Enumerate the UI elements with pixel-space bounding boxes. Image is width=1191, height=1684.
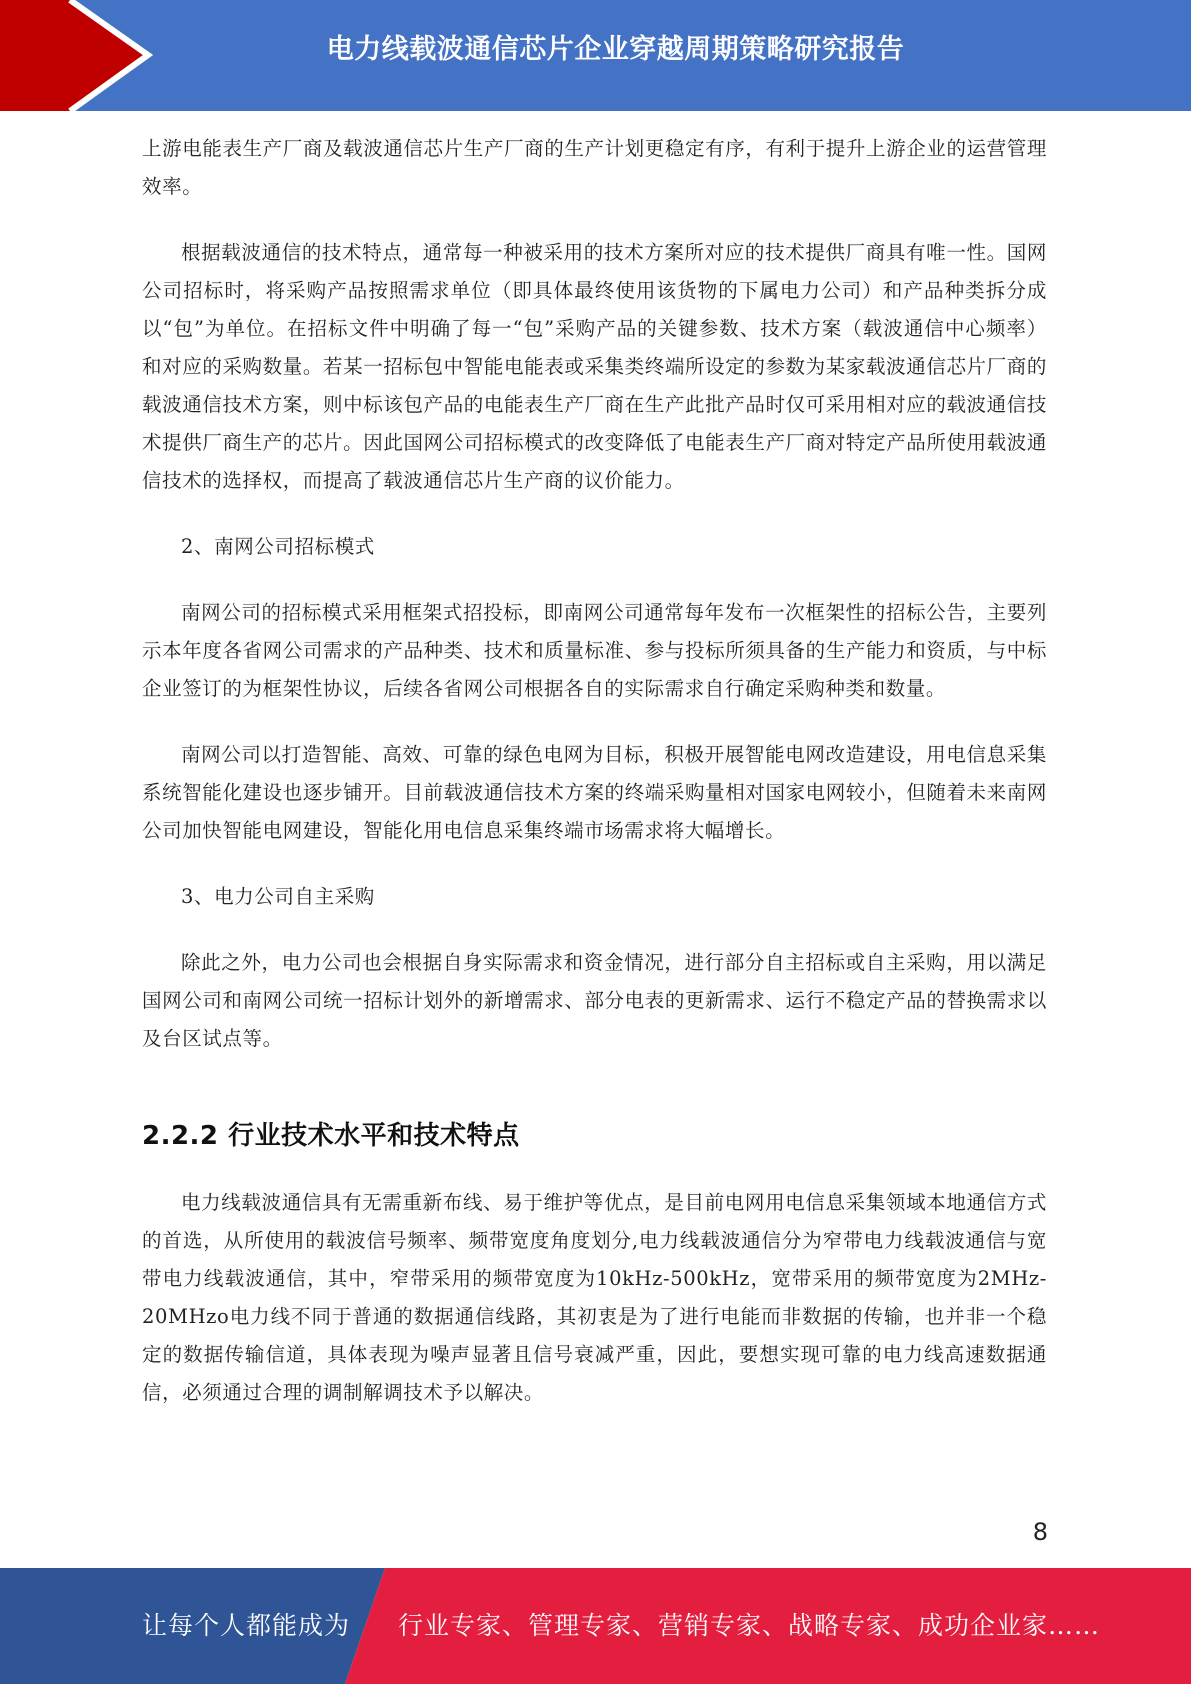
paragraph-carrier-tech: 根据载波通信的技术特点，通常每一种被采用的技术方案所对应的技术提供厂商具有唯一性。国网公司招标时，将采购产品按照需求单位（即具体最终使用该货物的下属电力公司）和产品种类拆分成以“包”为单位。在招标文件中明确了每一“包”采购产品的关键参数、技术方案（载波通信中心频率）和对应的采购数量。若某一招标包中智能电能表或采集类终端所设定的参数为某家载波通信芯片厂商的载波通信技术方案，则中标该包产品的电能表生产厂商在生产此批产品时仅可采用相对应的载波通信技术提供厂商生产的芯片。因此国网公司招标模式的改变降低了电能表生产厂商对特定产品所使用载波通信技术的选择权，而提高了载波通信芯片生产商的议价能力。 (142, 241, 1047, 492)
paragraph-continuation: 上游电能表生产厂商及载波通信芯片生产厂商的生产计划更稳定有序，有利于提升上游企业的运营管理效率。 (142, 137, 1047, 198)
footer-slogan-left: 让每个人都能成为 (142, 1611, 351, 1640)
header-arrow-decoration (0, 0, 160, 111)
page-header (0, 0, 1191, 111)
page-number: 8 (1032, 1518, 1048, 1546)
paragraph-southern-grid-framework: 南网公司的招标模式采用框架式招投标，即南网公司通常每年发布一次框架性的招标公告，主要列示本年度各省网公司需求的产品种类、技术和质量标准、参与投标所须具备的生产能力和资质，与中标企业签订的为框架性协议，后续各省网公司根据各自的实际需求自行确定采购种类和数量。 (142, 601, 1047, 700)
footer-slogan-right: 行业专家、管理专家、营销专家、战略专家、成功企业家…… (398, 1611, 1101, 1640)
header-red-arrow (0, 0, 148, 111)
page-content (142, 130, 1047, 1412)
paragraph-southern-grid-smart: 南网公司以打造智能、高效、可靠的绿色电网为目标，积极开展智能电网改造建设，用电信息采集系统智能化建设也逐步铺开。目前载波通信技术方案的终端采购量相对国家电网较小，但随着未来南网公司加快智能电网建设，智能化用电信息采集终端市场需求将大幅增长。 (142, 743, 1047, 842)
subheading-self-procurement: 3、电力公司自主采购 (181, 885, 375, 908)
section-heading: 2.2.2 行业技术水平和技术特点 (142, 1121, 520, 1151)
subheading-southern-grid-bidding: 2、南网公司招标模式 (181, 535, 375, 558)
report-title: 电力线载波通信芯片企业穿越周期策略研究报告 (326, 34, 905, 65)
page-footer (0, 1568, 1191, 1684)
paragraph-plc-technology: 电力线载波通信具有无需重新布线、易于维护等优点，是目前电网用电信息采集领域本地通信方式的首选，从所使用的载波信号频率、频带宽度角度划分,电力线载波通信分为窄带电力线载波通信与宽带电力线载波通信，其中，窄带采用的频带宽度为10kHz-500kHz，宽带采用的频带宽度为2MHz-20MHzo电力线不同于普通的数据通信线路，其初衷是为了进行电能而非数据的传输，也并非一个稳定的数据传输信道，具体表现为噪声显著且信号衰减严重，因此，要想实现可靠的电力线高速数据通信，必须通过合理的调制解调技术予以解决。 (142, 1191, 1047, 1404)
paragraph-self-procurement: 除此之外，电力公司也会根据自身实际需求和资金情况，进行部分自主招标或自主采购，用以满足国网公司和南网公司统一招标计划外的新增需求、部分电表的更新需求、运行不稳定产品的替换需求以及台区试点等。 (142, 951, 1047, 1050)
